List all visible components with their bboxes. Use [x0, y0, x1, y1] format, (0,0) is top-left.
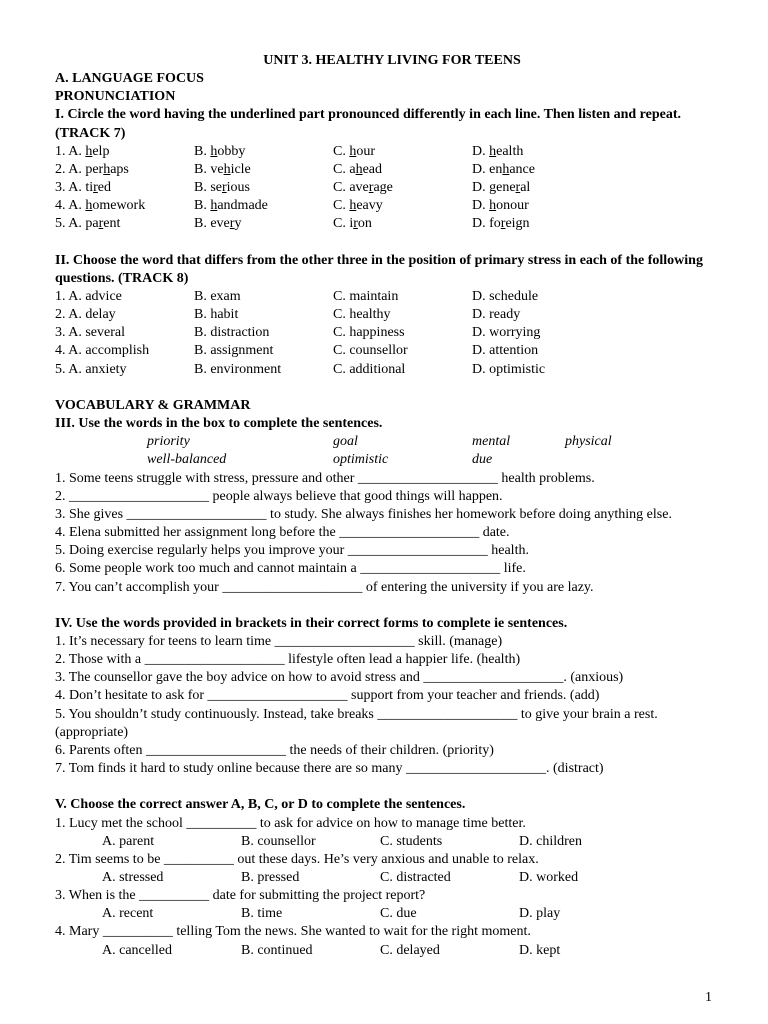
underlined-part: h [103, 161, 111, 177]
option-text: aps [110, 161, 129, 177]
underlined-part: h [489, 198, 497, 214]
answer-option [194, 197, 333, 215]
sentence-item: 2. Those with a ____________________ lifestyle often lead a happier life. (health) [55, 652, 521, 668]
answer-option [472, 197, 715, 215]
indent-spacer [55, 869, 102, 887]
option-text: B. se [194, 180, 222, 196]
answer-option: B. pressed [241, 869, 300, 885]
option-text: D. en [472, 161, 503, 177]
option-text: 2. A. per [55, 161, 104, 177]
option-text: C. ave [333, 180, 369, 196]
answer-option: C. distracted [380, 869, 451, 885]
word-box-item: optimistic [333, 452, 389, 468]
exercise-4-list [55, 633, 715, 778]
underlined-part: r [93, 180, 98, 196]
option-text: ealth [496, 143, 524, 159]
sentence-item: 5. Doing exercise regularly helps you improve your ____________________ health. [55, 543, 529, 559]
sentence-item: 4. Elena submitted her assignment long before the ____________________ date. [55, 525, 510, 541]
option-text: D. [472, 198, 490, 214]
page-number: 1 [705, 990, 712, 1005]
option-text: ance [509, 161, 535, 177]
answer-option: B. distraction [194, 325, 270, 341]
word-box-item: well-balanced [147, 452, 227, 468]
answer-option [333, 197, 472, 215]
options-row [55, 833, 715, 851]
question-row [55, 179, 715, 197]
answer-option [55, 143, 194, 161]
exercise-4-heading: IV. Use the words provided in brackets in their correct forms to complete ie sentences. [55, 615, 568, 631]
answer-option: C. due [380, 906, 417, 922]
sentence-item: 6. Parents often ____________________ the needs of their children. (priority) [55, 742, 494, 758]
answer-option: C. additional [333, 361, 406, 377]
option-text: icle [230, 161, 251, 177]
option-text: eavy [356, 198, 383, 214]
option-text: B. eve [194, 216, 230, 232]
answer-option: 4. A. accomplish [55, 343, 150, 359]
answer-option [194, 179, 333, 197]
answer-option: D. attention [472, 343, 539, 359]
answer-option: C. healthy [333, 307, 391, 323]
answer-option: C. happiness [333, 325, 405, 341]
section-heading-language-focus: A. LANGUAGE FOCUS [55, 71, 204, 87]
answer-option: D. worrying [472, 325, 541, 341]
option-text: C. [333, 198, 350, 214]
options-row [55, 942, 715, 960]
word-box-item: physical [565, 434, 612, 450]
question-row [55, 342, 715, 360]
option-text: D. [472, 143, 490, 159]
answer-option: 1. A. advice [55, 289, 122, 305]
answer-option [194, 161, 333, 179]
option-text: C. [333, 143, 350, 159]
sentence-item: 4. Don’t hesitate to ask for ____________________ support from your teacher and friends. (add) [55, 688, 600, 704]
question-row [55, 143, 715, 161]
question-row [55, 288, 715, 306]
option-text: 3. A. ti [55, 180, 94, 196]
exercise-1-list [55, 143, 715, 234]
option-text: D. gene [472, 180, 516, 196]
underlined-part: r [98, 216, 104, 232]
underlined-part: r [229, 216, 235, 232]
answer-option: C. maintain [333, 289, 399, 305]
answer-option: C. delayed [380, 942, 440, 958]
option-text: al [520, 180, 531, 196]
answer-option: B. continued [241, 942, 313, 958]
sentence-item: 2. ____________________ people always believe that good things will happen. [55, 488, 503, 504]
option-text: ed [97, 180, 112, 196]
word-box-item: goal [333, 434, 358, 450]
underlined-part: h [210, 198, 218, 214]
option-text: B. [194, 198, 211, 214]
option-text: ious [226, 180, 251, 196]
sentence-item: 7. Tom finds it hard to study online because there are so many ____________________. (distract) [55, 761, 604, 777]
exercise-5-list [55, 815, 715, 960]
exercise-1-heading: I. Circle the word having the underlined part pronounced differently in each line. Then listen and repeat. (TRACK 7) [55, 107, 682, 141]
answer-option: A. parent [102, 833, 155, 849]
worksheet [55, 52, 715, 960]
page-title: UNIT 3. HEALTHY LIVING FOR TEENS [263, 53, 521, 68]
sentence-item: 6. Some people work too much and cannot maintain a ____________________ life. [55, 561, 526, 577]
question-text: 4. Mary __________ telling Tom the news. She wanted to wait for the right moment. [55, 924, 531, 940]
option-text: y [234, 216, 242, 232]
word-box-item: mental [472, 434, 511, 450]
indent-spacer [55, 942, 102, 960]
exercise-2-list [55, 288, 715, 379]
answer-option [472, 179, 715, 197]
answer-option [472, 215, 715, 233]
answer-option: 2. A. delay [55, 307, 116, 323]
word-box-item: priority [147, 434, 190, 450]
answer-option [472, 143, 715, 161]
answer-option [194, 143, 333, 161]
answer-option: 3. A. several [55, 325, 125, 341]
answer-option [333, 215, 472, 233]
sentence-item: 1. Some teens struggle with stress, pressure and other ____________________ health problems. [55, 470, 595, 486]
options-row [55, 905, 715, 923]
answer-option [194, 215, 333, 233]
exercise-5-heading: V. Choose the correct answer A, B, C, or D to complete the sentences. [55, 797, 466, 813]
indent-spacer [55, 833, 102, 851]
answer-option: A. recent [102, 906, 154, 922]
answer-option [333, 143, 472, 161]
answer-option: D. schedule [472, 289, 539, 305]
question-row [55, 161, 715, 179]
answer-option: B. counsellor [241, 833, 316, 849]
option-text: age [373, 180, 393, 196]
underlined-part: r [500, 216, 506, 232]
question-row [55, 361, 715, 379]
answer-option [55, 215, 194, 233]
indent-spacer [55, 905, 102, 923]
option-text: C. a [333, 161, 356, 177]
option-text: elp [92, 143, 110, 159]
option-text: eign [505, 216, 530, 232]
answer-option [55, 179, 194, 197]
underlined-part: r [353, 216, 358, 232]
option-text: ead [362, 161, 382, 177]
underlined-part: h [502, 161, 510, 177]
option-text: D. fo [472, 216, 501, 232]
option-text: 4. A. [55, 198, 86, 214]
underlined-part: h [210, 143, 218, 159]
answer-option: B. exam [194, 289, 241, 305]
exercise-3-heading: III. Use the words in the box to complete the sentences. [55, 416, 383, 432]
underlined-part: h [349, 198, 357, 214]
option-text: B. ve [194, 161, 224, 177]
word-box-row-2 [55, 451, 715, 469]
sentence-item: 5. You shouldn’t study continuously. Instead, take breaks ____________________ to give your brain a rest. (appropriate) [55, 706, 658, 740]
option-text: ent [103, 216, 121, 232]
option-text: C. i [333, 216, 354, 232]
underlined-part: h [223, 161, 231, 177]
word-box-item: due [472, 452, 493, 468]
option-text: on [357, 216, 372, 232]
option-text: obby [217, 143, 246, 159]
underlined-part: h [349, 143, 357, 159]
question-row [55, 197, 715, 215]
option-text: andmade [217, 198, 268, 214]
answer-option: A. cancelled [102, 942, 172, 958]
sentence-item: 7. You can’t accomplish your ____________________ of entering the university if you are lazy. [55, 579, 594, 595]
underlined-part: h [355, 161, 363, 177]
sentence-item: 3. The counsellor gave the boy advice on how to avoid stress and ____________________. (anxious) [55, 670, 624, 686]
answer-option: D. children [519, 833, 582, 849]
sentence-item: 1. It’s necessary for teens to learn time ____________________ skill. (manage) [55, 633, 503, 649]
option-text: our [356, 143, 376, 159]
option-text: 5. A. pa [55, 216, 99, 232]
answer-option: B. time [241, 906, 283, 922]
option-text: omework [92, 198, 146, 214]
answer-option: D. ready [472, 307, 521, 323]
underlined-part: r [222, 180, 227, 196]
question-row [55, 306, 715, 324]
exercise-2-heading: II. Choose the word that differs from the other three in the position of primary stress in each of the following questions. (TRACK 8) [55, 252, 703, 286]
answer-option [333, 161, 472, 179]
answer-option: D. play [519, 906, 561, 922]
answer-option [333, 179, 472, 197]
options-row [55, 869, 715, 887]
answer-option: C. students [380, 833, 443, 849]
answer-option: B. assignment [194, 343, 274, 359]
answer-option: 5. A. anxiety [55, 361, 127, 377]
underlined-part: h [489, 143, 497, 159]
answer-option: A. stressed [102, 869, 164, 885]
answer-option: B. habit [194, 307, 239, 323]
underlined-part: h [85, 198, 93, 214]
answer-option: B. environment [194, 361, 282, 377]
question-text: 2. Tim seems to be __________ out these days. He’s very anxious and unable to relax. [55, 851, 539, 867]
word-box-row-1 [55, 433, 715, 451]
answer-option [472, 161, 715, 179]
section-heading-pronunciation: PRONUNCIATION [55, 89, 176, 105]
question-text: 3. When is the __________ date for submitting the project report? [55, 888, 426, 904]
question-row [55, 324, 715, 342]
underlined-part: r [368, 180, 374, 196]
question-row [55, 215, 715, 233]
option-text: 1. A. [55, 143, 86, 159]
answer-option: C. counsellor [333, 343, 408, 359]
answer-option [55, 197, 194, 215]
answer-option: D. optimistic [472, 361, 546, 377]
answer-option [55, 161, 194, 179]
answer-option: D. worked [519, 869, 579, 885]
exercise-3-list [55, 470, 715, 597]
answer-option: D. kept [519, 942, 561, 958]
section-heading-vocabulary: VOCABULARY & GRAMMAR [55, 397, 251, 413]
underlined-part: r [515, 180, 521, 196]
option-text: onour [496, 198, 529, 214]
option-text: B. [194, 143, 211, 159]
question-text: 1. Lucy met the school __________ to ask for advice on how to manage time better. [55, 815, 526, 831]
underlined-part: h [85, 143, 93, 159]
sentence-item: 3. She gives ____________________ to study. She always finishes her homework before doing anything else. [55, 506, 672, 522]
